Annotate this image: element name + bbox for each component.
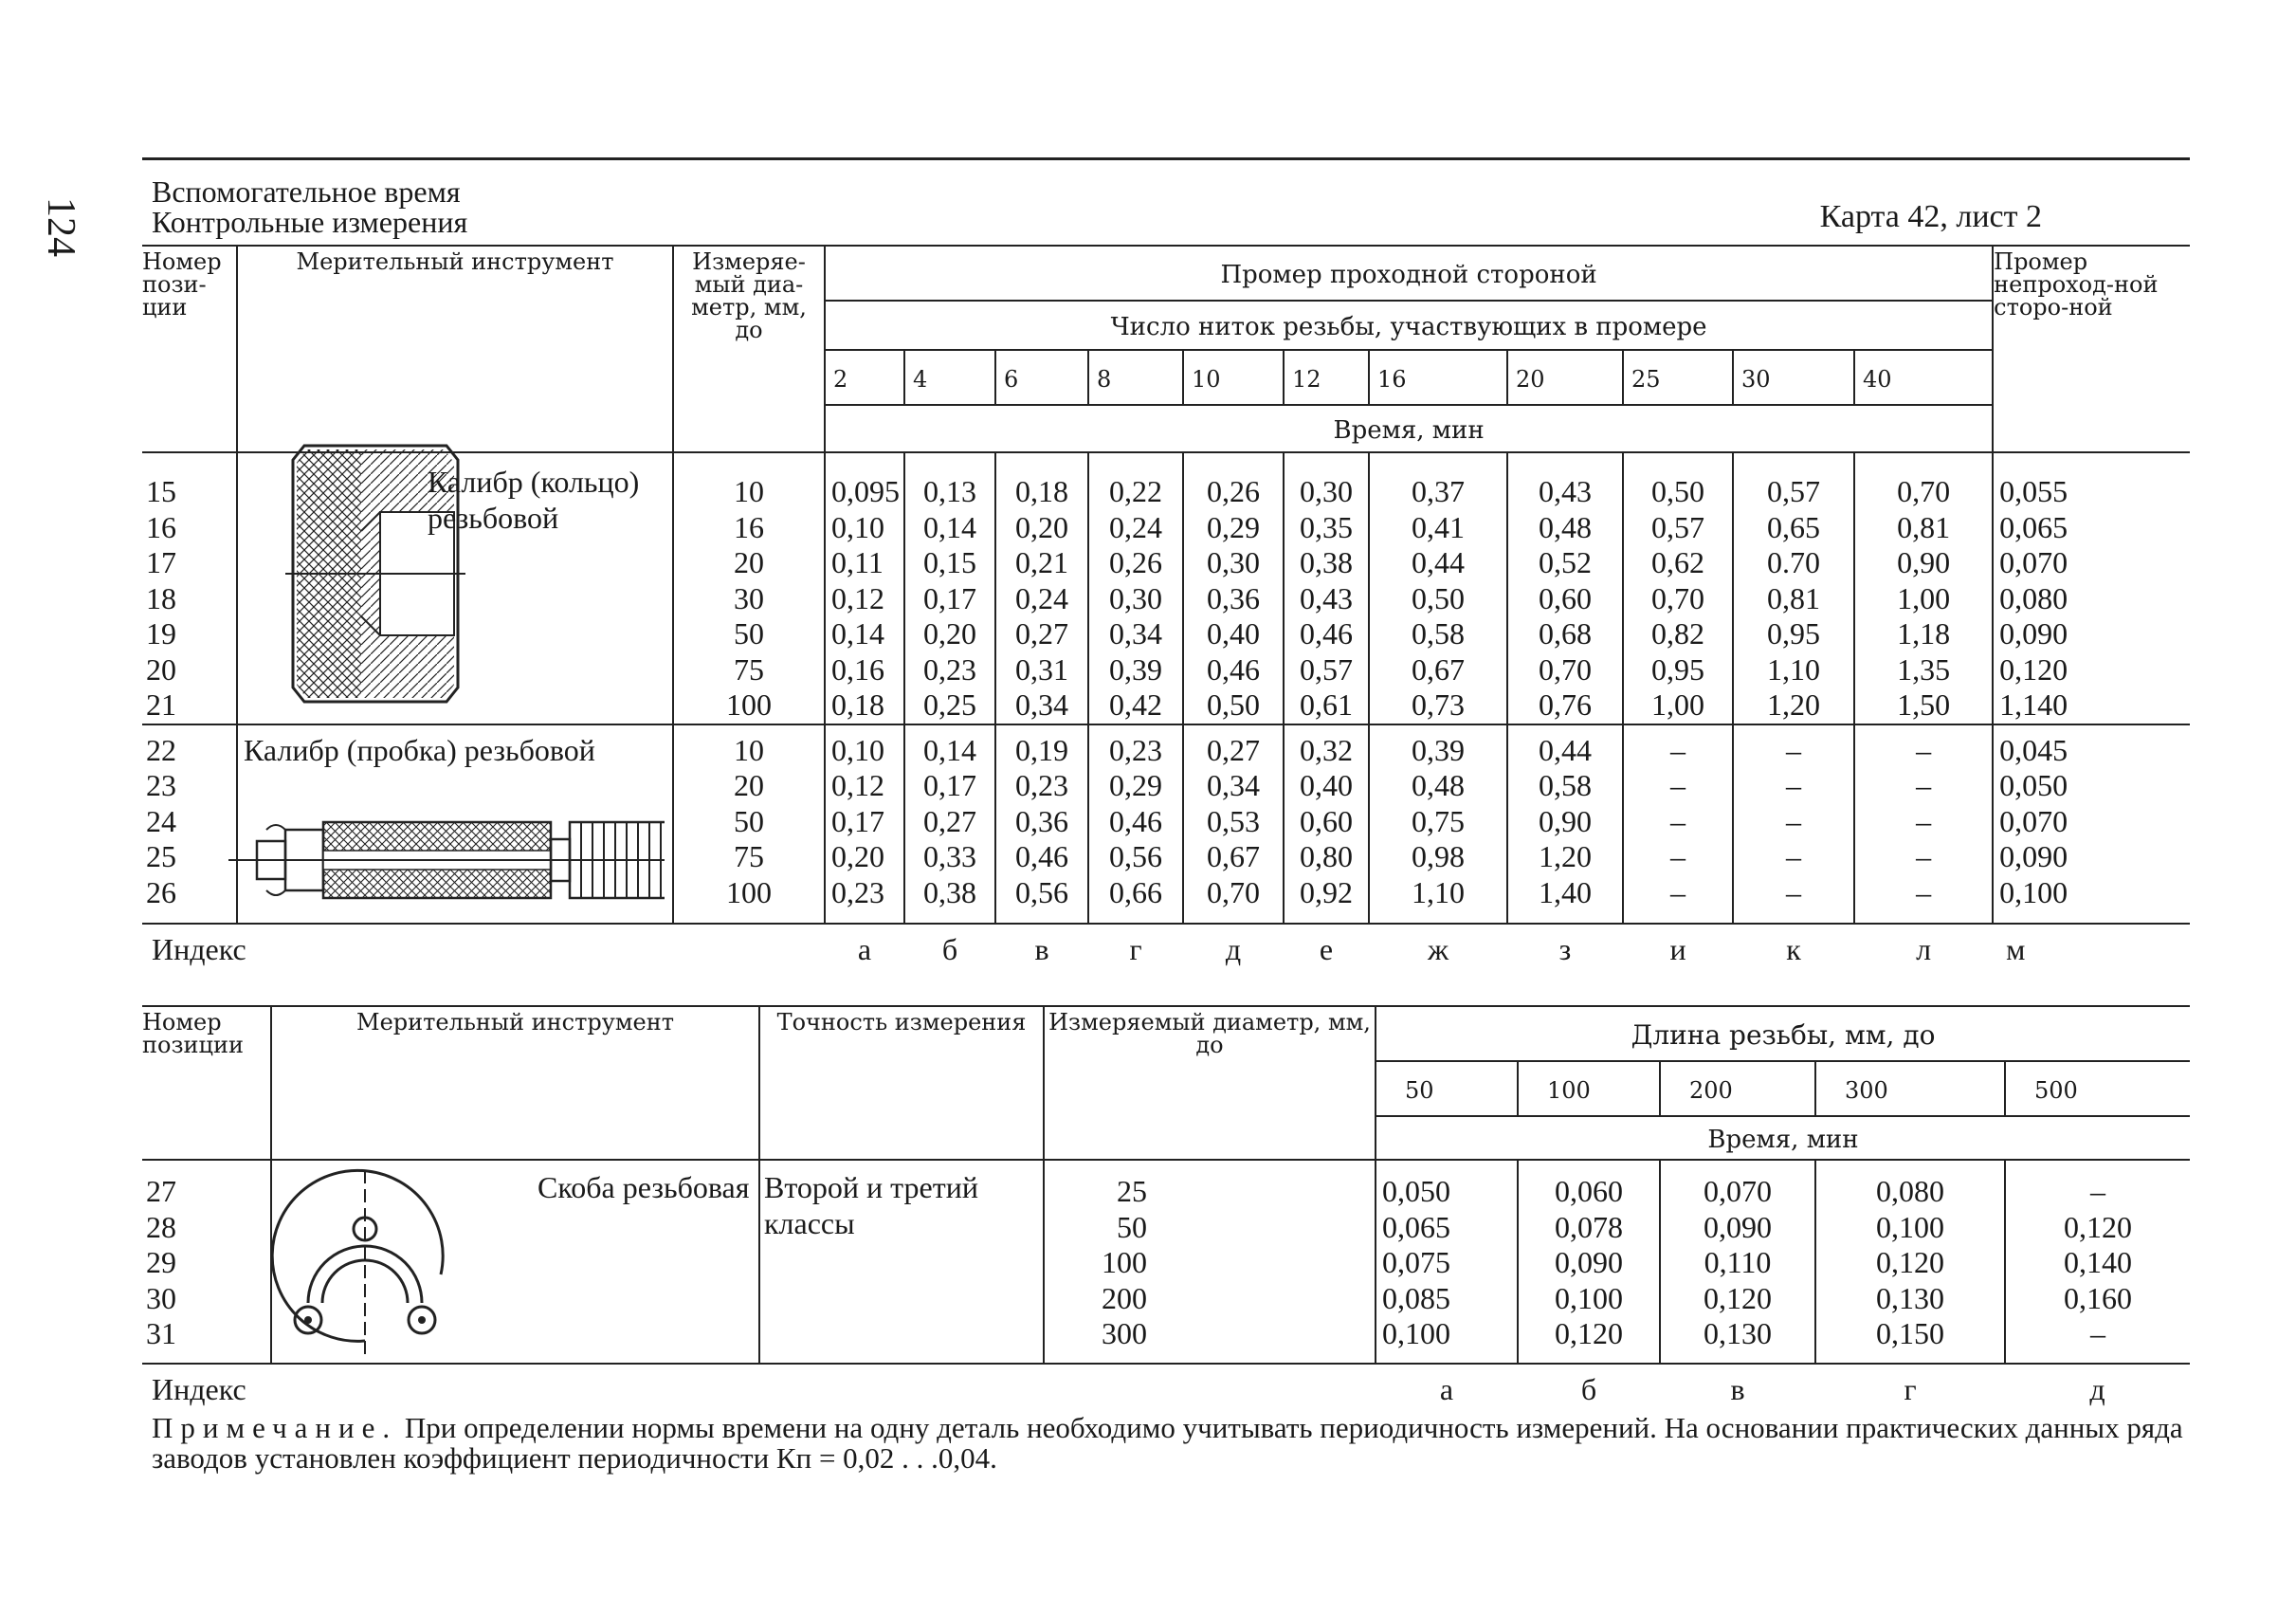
index-letter: в <box>995 924 1088 979</box>
position-numbers: 22 23 24 25 26 <box>142 724 237 924</box>
time-values-col: 0,18 0,20 0,21 0,24 0,27 0,31 0,34 <box>995 452 1088 724</box>
index-letter: б <box>904 924 995 979</box>
section-title <box>152 176 467 237</box>
time-values-col: 0,37 0,41 0,44 0,50 0,58 0,67 0,73 <box>1369 452 1507 724</box>
index-letter: а <box>1376 1364 1518 1419</box>
tool-cell-caliper <box>271 1160 759 1364</box>
index-label: Индекс <box>142 1364 1376 1419</box>
time-values-col: 0,32 0,40 0,60 0,80 0,92 <box>1284 724 1369 924</box>
time-values-col: 0,060 0,078 0,090 0,100 0,120 <box>1518 1160 1660 1364</box>
thread-length-200: 200 <box>1660 1061 1815 1116</box>
time-values-col: 0,050 0,065 0,075 0,085 0,100 <box>1376 1160 1518 1364</box>
thread-length-500: 500 <box>2005 1061 2190 1116</box>
tool-cell-plug <box>237 724 673 924</box>
time-values-col: 0,30 0,35 0,38 0,43 0,46 0,57 0,61 <box>1284 452 1369 724</box>
header-tool: Мерительный инструмент <box>237 246 673 452</box>
index-letter: а <box>825 924 904 979</box>
thread-length-300: 300 <box>1815 1061 2005 1116</box>
time-values-col: 0,23 0,29 0,46 0,56 0,66 <box>1088 724 1183 924</box>
index-letter: д <box>1183 924 1284 979</box>
header-diameter: Измеряемый диаметр, мм, до <box>1044 1006 1376 1160</box>
diameter-values: 10 16 20 30 50 75 100 <box>673 452 825 724</box>
nopass-time-values: 0,055 0,065 0,070 0,080 0,090 0,120 1,140 <box>1993 452 2190 724</box>
diameter-values: 25 50 100 200 300 <box>1044 1160 1376 1364</box>
thread-count-10: 10 <box>1183 350 1284 405</box>
header-diameter: Измеряе-мый диа-метр, мм, до <box>673 246 825 452</box>
thread-count-20: 20 <box>1507 350 1623 405</box>
tool-name-ring: Калибр (кольцо) резьбовой <box>428 465 640 535</box>
note-text: При определении нормы времени на одну деталь необходимо учитывать периодичность измерений. На основании практических данных ряда заводов установлен коэффициент периодичности Кп = 0,02 . . .0,04. <box>152 1411 2183 1475</box>
header-pass-side: Промер проходной стороной <box>825 246 1993 301</box>
index-letter: е <box>1284 924 1369 979</box>
index-letter: л <box>1854 924 1993 979</box>
time-values-col: 0,19 0,23 0,36 0,46 0,56 <box>995 724 1088 924</box>
tool-name-plug: Калибр (пробка) резьбовой <box>244 732 595 767</box>
time-values-col: 0,70 0,81 0,90 1,00 1,18 1,35 1,50 <box>1854 452 1993 724</box>
top-rule <box>142 157 2190 160</box>
time-values-col: 0,13 0,14 0,15 0,17 0,20 0,23 0,25 <box>904 452 995 724</box>
tool-name-caliper: Скоба резьбовая <box>538 1170 750 1204</box>
header-time: Время, мин <box>1376 1116 2190 1160</box>
time-values-col: 0,26 0,29 0,30 0,36 0,40 0,46 0,50 <box>1183 452 1284 724</box>
time-values-col: – – – – – <box>1733 724 1854 924</box>
thread-count-2: 2 <box>825 350 904 405</box>
thread-count-40: 40 <box>1854 350 1993 405</box>
note-heading: Примечание. <box>152 1411 398 1444</box>
time-values-col: 0,080 0,100 0,120 0,130 0,150 <box>1815 1160 2005 1364</box>
time-values-col: 0,39 0,48 0,75 0,98 1,10 <box>1369 724 1507 924</box>
accuracy-value: Второй и третий классы <box>759 1160 1044 1364</box>
time-values-col: – – – – – <box>1623 724 1733 924</box>
time-values-col: 0,44 0,58 0,90 1,20 1,40 <box>1507 724 1623 924</box>
thread-count-25: 25 <box>1623 350 1733 405</box>
header-accuracy: Точность измерения <box>759 1006 1044 1160</box>
thread-count-16: 16 <box>1369 350 1507 405</box>
header-tool: Мерительный инструмент <box>271 1006 759 1160</box>
thread-length-100: 100 <box>1518 1061 1660 1116</box>
time-values-col: – – – – – <box>1854 724 1993 924</box>
index-letter: г <box>1088 924 1183 979</box>
card-label: Карта 42, лист 2 <box>1819 199 2042 234</box>
header-thread-length: Длина резьбы, мм, до <box>1376 1006 2190 1061</box>
diameter-values: 10 20 50 75 100 <box>673 724 825 924</box>
index-letter: в <box>1660 1364 1815 1419</box>
time-values-col: 0,50 0,57 0,62 0,70 0,82 0,95 1,00 <box>1623 452 1733 724</box>
nopass-time-values: 0,045 0,050 0,070 0,090 0,100 <box>1993 724 2190 924</box>
header-position: Номер позиции <box>142 1006 271 1160</box>
page-number: 124 <box>39 197 82 257</box>
index-label: Индекс <box>142 924 825 979</box>
header-nopass-side: Промер непроход-ной сторо-ной <box>1993 246 2190 452</box>
thread-count-12: 12 <box>1284 350 1369 405</box>
time-values-col: 0,57 0,65 0.70 0,81 0,95 1,10 1,20 <box>1733 452 1854 724</box>
time-values-col: 0,095 0,10 0,11 0,12 0,14 0,16 0,18 <box>825 452 904 724</box>
thread-length-50: 50 <box>1376 1061 1518 1116</box>
footnote <box>152 1413 2190 1474</box>
thread-count-30: 30 <box>1733 350 1854 405</box>
time-values-col: 0,22 0,24 0,26 0,30 0,34 0,39 0,42 <box>1088 452 1183 724</box>
index-letter: м <box>1993 924 2190 979</box>
caliper-table <box>142 1005 2190 1419</box>
time-values-col: – 0,120 0,140 0,160 – <box>2005 1160 2190 1364</box>
header-thread-count: Число ниток резьбы, участвующих в промере <box>825 301 1993 350</box>
title-line-2: Контрольные измерения <box>152 205 468 239</box>
header-time: Время, мин <box>825 405 1993 452</box>
position-numbers: 27 28 29 30 31 <box>142 1160 271 1364</box>
time-values-col: 0,14 0,17 0,27 0,33 0,38 <box>904 724 995 924</box>
time-values-col: 0,43 0,48 0,52 0,60 0,68 0,70 0,76 <box>1507 452 1623 724</box>
thread-count-8: 8 <box>1088 350 1183 405</box>
index-letter: к <box>1733 924 1854 979</box>
index-letter: д <box>2005 1364 2190 1419</box>
index-letter: г <box>1815 1364 2005 1419</box>
time-values-col: 0,27 0,34 0,53 0,67 0,70 <box>1183 724 1284 924</box>
index-letter: и <box>1623 924 1733 979</box>
thread-gauge-table <box>142 245 2190 979</box>
plug-gauge-icon <box>228 801 665 915</box>
thread-count-4: 4 <box>904 350 995 405</box>
index-letter: б <box>1518 1364 1660 1419</box>
index-letter: ж <box>1369 924 1507 979</box>
header-position: Номер пози-ции <box>142 246 237 452</box>
tool-cell-ring <box>237 452 673 724</box>
title-line-1: Вспомогательное время <box>152 174 461 209</box>
time-values-col: 0,10 0,12 0,17 0,20 0,23 <box>825 724 904 924</box>
thread-count-6: 6 <box>995 350 1088 405</box>
caliper-icon <box>270 1161 460 1369</box>
index-letter: з <box>1507 924 1623 979</box>
time-values-col: 0,070 0,090 0,110 0,120 0,130 <box>1660 1160 1815 1364</box>
position-numbers: 15 16 17 18 19 20 21 <box>142 452 237 724</box>
